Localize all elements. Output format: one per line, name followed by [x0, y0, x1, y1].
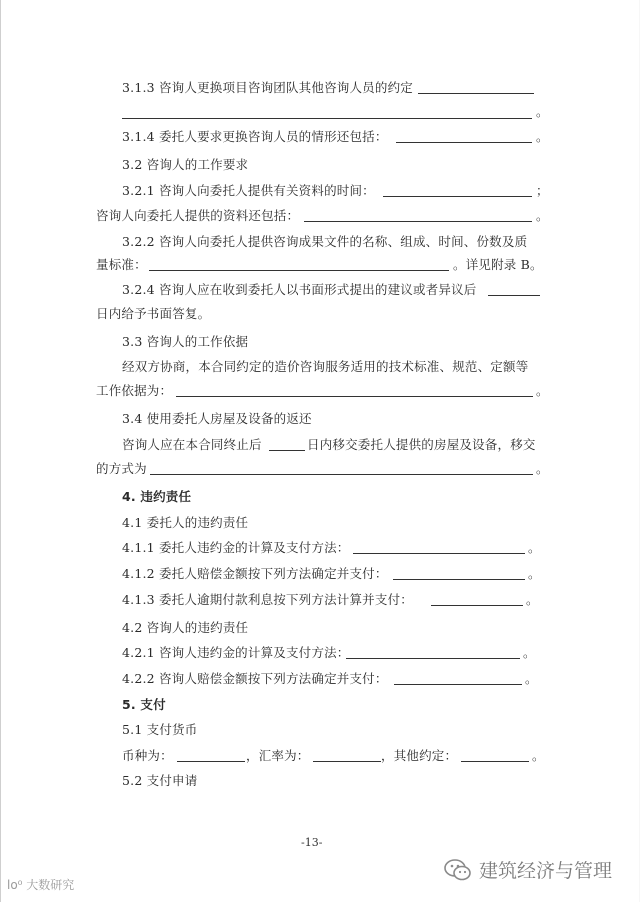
watermark-right-text: 建筑经济与管理: [479, 860, 613, 882]
section-3-4-heading: 3.4 使用委托人房屋及设备的返还: [122, 411, 312, 426]
punctuation: 。: [528, 566, 541, 581]
blank-field[interactable]: [461, 761, 529, 762]
section-5-1-heading: 5.1 支付货币: [122, 722, 198, 737]
punctuation: 。: [532, 748, 545, 763]
appendix-ref: 。详见附录 B。: [453, 257, 543, 272]
blank-field[interactable]: [150, 474, 533, 475]
clause-3-1-4: 3.1.4 委托人要求更换咨询人员的情形还包括：: [122, 129, 388, 144]
section-3-3-heading: 3.3 咨询人的工作依据: [122, 334, 249, 349]
blank-field[interactable]: [353, 553, 525, 554]
punctuation: 。: [526, 592, 539, 607]
punctuation: 。: [528, 540, 541, 555]
punctuation: 。: [536, 208, 549, 223]
clause-4-1-3: 4.1.3 委托人逾期付款利息按下列方法计算并支付：: [122, 592, 413, 607]
clause-3-4-text-b: 日内移交委托人提供的房屋及设备，移交: [307, 437, 536, 452]
section-4-2-heading: 4.2 咨询人的违约责任: [122, 620, 249, 635]
blank-field[interactable]: [431, 605, 523, 606]
clause-4-2-2: 4.2.2 咨询人赔偿金额按下列方法确定并支付：: [122, 671, 388, 686]
section-3-2-heading: 3.2 咨询人的工作要求: [122, 157, 249, 172]
blank-field[interactable]: [396, 142, 532, 143]
clause-3-4-cont: 的方式为: [96, 461, 147, 476]
punctuation: 。: [536, 383, 549, 398]
clause-3-2-2-cont: 量标准：: [96, 257, 147, 272]
clause-5-1-other: ，其他约定：: [381, 748, 458, 763]
blank-field[interactable]: [304, 221, 532, 222]
punctuation: 。: [525, 671, 538, 686]
blank-field[interactable]: [122, 118, 532, 119]
blank-field[interactable]: [313, 761, 381, 762]
page-number: -13-: [301, 836, 323, 849]
clause-5-1-currency: 币种为：: [122, 748, 173, 763]
blank-field[interactable]: [269, 450, 305, 451]
blank-field[interactable]: [176, 396, 533, 397]
blank-field[interactable]: [488, 295, 540, 296]
clause-5-1-rate: ，汇率为：: [246, 748, 310, 763]
clause-3-3-cont: 工作依据为：: [96, 383, 173, 398]
clause-3-3-text: 经双方协商，本合同约定的造价咨询服务适用的技术标准、规范、定额等: [122, 359, 529, 374]
clause-4-2-1: 4.2.1 咨询人违约金的计算及支付方法：: [122, 645, 350, 660]
blank-field[interactable]: [383, 196, 532, 197]
clause-3-4-text: 咨询人应在本合同终止后: [122, 437, 262, 452]
blank-field[interactable]: [346, 658, 520, 659]
section-5-2-heading: 5.2 支付申请: [122, 773, 198, 788]
blank-field[interactable]: [418, 93, 534, 94]
punctuation: 。: [536, 104, 549, 119]
clause-3-2-1-cont: 咨询人向委托人提供的资料还包括：: [96, 208, 300, 223]
clause-3-2-4: 3.2.4 咨询人应在收到委托人以书面形式提出的建议或者异议后: [122, 282, 477, 297]
clause-3-2-4-cont: 日内给予书面答复。: [96, 306, 211, 321]
section-4-heading: 4. 违约责任: [122, 489, 192, 504]
punctuation: 。: [523, 645, 536, 660]
blank-field[interactable]: [177, 761, 245, 762]
section-5-heading: 5. 支付: [122, 697, 166, 712]
watermark-right: [443, 856, 612, 883]
clause-4-1-2: 4.1.2 委托人赔偿金额按下列方法确定并支付：: [122, 566, 388, 581]
punctuation: 。: [536, 461, 549, 476]
clause-3-2-1: 3.2.1 咨询人向委托人提供有关资料的时间：: [122, 183, 375, 198]
clause-4-1-1: 4.1.1 委托人违约金的计算及支付方法：: [122, 540, 350, 555]
punctuation: ；: [536, 183, 549, 198]
clause-3-1-3: 3.1.3 咨询人更换项目咨询团队其他咨询人员的约定: [122, 80, 413, 95]
wechat-icon: [443, 858, 473, 882]
blank-field[interactable]: [394, 684, 522, 685]
blank-field[interactable]: [149, 270, 449, 271]
blank-field[interactable]: [393, 579, 525, 580]
watermark-left: lo⁰ 大数研究: [7, 878, 75, 892]
clause-3-2-2: 3.2.2 咨询人向委托人提供咨询成果文件的名称、组成、时间、份数及质: [122, 234, 528, 249]
section-4-1-heading: 4.1 委托人的违约责任: [122, 515, 249, 530]
punctuation: 。: [536, 129, 549, 144]
